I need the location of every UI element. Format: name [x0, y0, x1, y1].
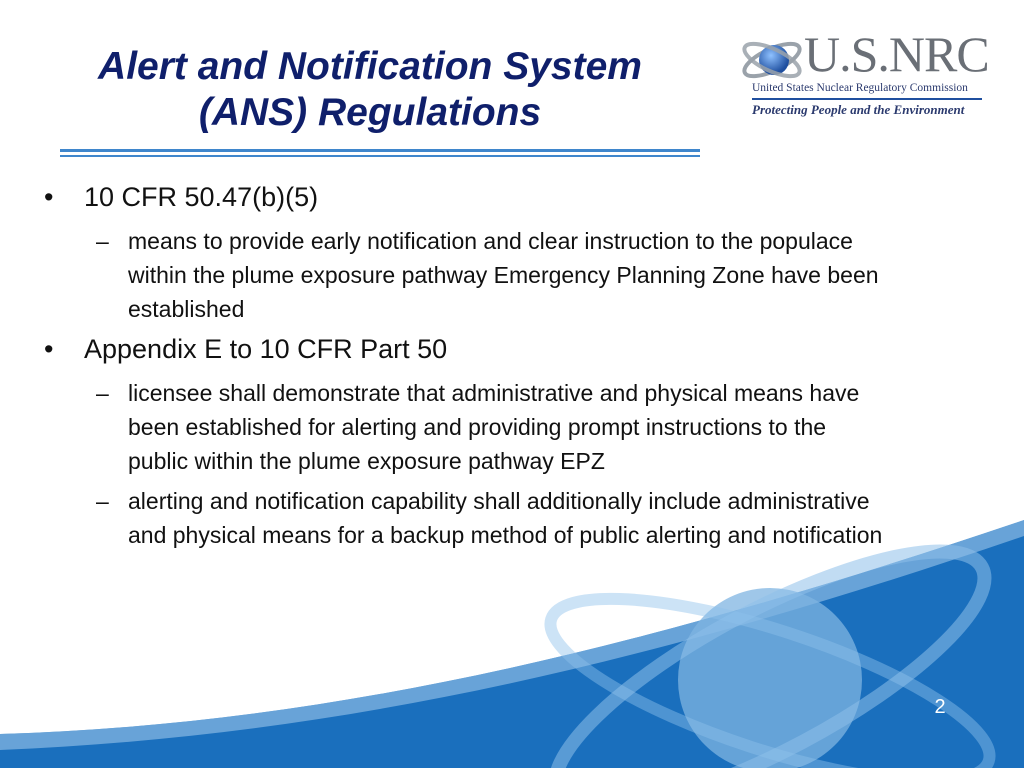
page-number: 2 — [934, 696, 946, 718]
nrc-agency-name: United States Nuclear Regulatory Commission — [752, 82, 968, 94]
bullet-icon: • — [44, 334, 54, 364]
sub-bullet-text: alerting and notification capability shall additionally include administrative and physical means for a backup method of public alerting and notification — [128, 488, 883, 548]
sub-bullet-item — [44, 376, 884, 478]
nrc-tagline: Protecting People and the Environment — [752, 102, 965, 117]
bullet-item — [44, 180, 884, 214]
sub-bullet-text: licensee shall demonstrate that administrative and physical means have been established for alerting and providing prompt instructions to the public within the plume exposure pathway EPZ — [128, 380, 860, 474]
dash-icon: – — [96, 380, 109, 406]
nrc-wordmark: U.S.NRC — [804, 26, 989, 82]
title-divider-bottom — [60, 155, 700, 157]
title-divider-top — [60, 149, 700, 152]
bullet-text: Appendix E to 10 CFR Part 50 — [84, 334, 448, 364]
bullet-text: 10 CFR 50.47(b)(5) — [84, 182, 319, 212]
slide-body — [44, 180, 884, 558]
bullet-item — [44, 332, 884, 366]
nrc-logo — [736, 22, 996, 124]
sub-bullet-text: means to provide early notification and clear instruction to the populace within the plume exposure pathway Emergency Planning Zone have been established — [128, 228, 879, 322]
sub-bullet-item — [44, 224, 884, 326]
page-title: Alert and Notification System (ANS) Regulations — [98, 45, 642, 134]
sub-bullet-item — [44, 484, 884, 552]
logo-underline — [752, 98, 982, 100]
dash-icon: – — [96, 488, 109, 514]
dash-icon: – — [96, 228, 109, 254]
bullet-icon: • — [44, 182, 54, 212]
